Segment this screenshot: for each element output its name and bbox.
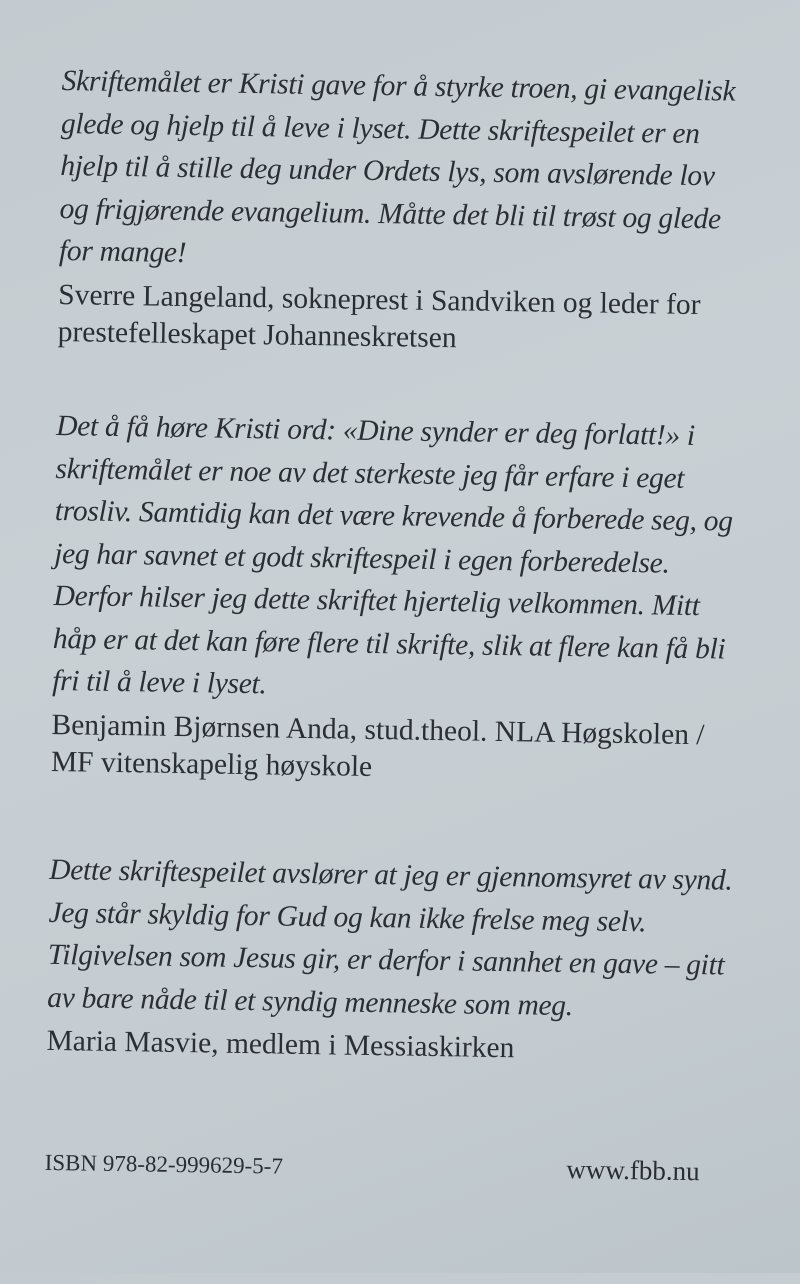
quote-author: Sverre Langeland, sokneprest i Sandviken og leder for prestefelleskapet Johanneskretsen — [57, 278, 701, 354]
endorsement-quote — [57, 60, 751, 361]
publisher-url: www.fbb.nu — [566, 1154, 700, 1187]
endorsement-quote — [46, 849, 739, 1071]
endorsement-quote — [51, 405, 747, 791]
footer — [44, 1146, 700, 1187]
quote-text: Skriftemålet er Kristi gave for å styrke troen, gi evangelisk glede og hjelp til å leve i lyset. Dette skriftespeilet er en hjelp til å stille deg under Ordets lys, som avslørende lov og frigjørende evangelium. Måtte det bli til trøst og glede for mange! — [58, 65, 736, 270]
quote-author: Benjamin Bjørnsen Anda, stud.theol. NLA Høgskolen / MF vitenskapelig høyskole — [50, 708, 705, 783]
isbn-number: ISBN 978-82-999629-5-7 — [44, 1149, 284, 1179]
quote-text: Dette skriftespeilet avslører at jeg er gjennomsyret av synd. Jeg står skyldig for Gud og kan ikke frelse meg selv. Tilgivelsen som Jesus gir, er derfor i sannhet en gave – gitt av bare nåde til et syndig menneske som meg. — [47, 853, 733, 1022]
quote-text: Det å få høre Kristi ord: «Dine synder er deg forlatt!» i skriftemålet er noe av det sterkeste jeg får erfare i eget trosliv. Samtidig kan det være krevende å forberede seg, og jeg har savnet et godt skriftespeil i egen forberedelse. Derfor hilser jeg dette skriftet hjertelig velkommen. Mitt håp er at det kan føre flere til skrifte, slik at flere kan få bli fri til å leve i lyset. — [51, 409, 733, 701]
quote-author: Maria Masvie, medlem i Messiaskirken — [46, 1024, 515, 1065]
